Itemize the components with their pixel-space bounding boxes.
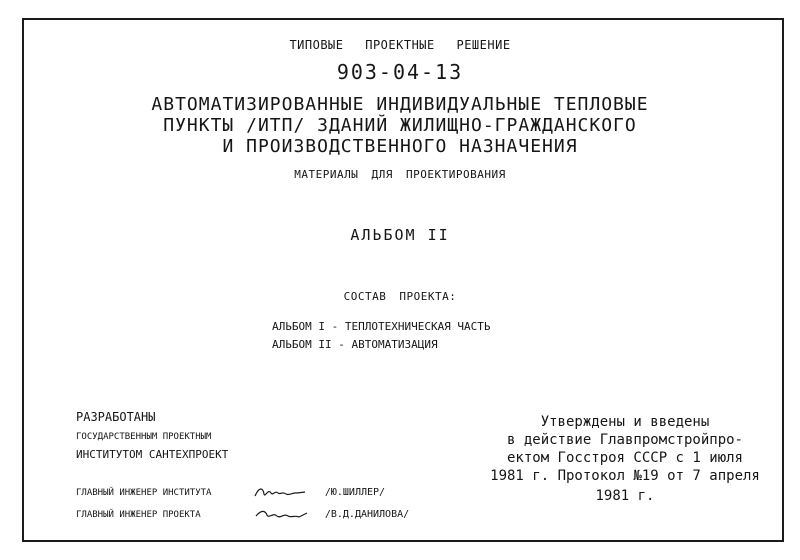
title-line-2: ПУНКТЫ /ИТП/ ЗДАНИЙ ЖИЛИЩНО-ГРАЖДАНСКОГО (163, 115, 637, 136)
approval-line: Утверждены и введены (540, 414, 710, 430)
developer-line: ИНСТИТУТОМ САНТЕХПРОЕКТ (76, 448, 229, 461)
signature-role: ГЛАВНЫЙ ИНЖЕНЕР ИНСТИТУТА (76, 487, 212, 498)
handwritten-signature-icon (253, 506, 315, 522)
developer-line: ГОСУДАРСТВЕННЫМ ПРОЕКТНЫМ (76, 432, 212, 442)
project-code: 903-04-13 (336, 60, 464, 84)
album-label: АЛЬБОМ II (350, 226, 450, 244)
signature-name: /В.Д.ДАНИЛОВА/ (324, 508, 410, 520)
title-line-1: АВТОМАТИЗИРОВАННЫЕ ИНДИВИДУАЛЬНЫЕ ТЕПЛОВЫЕ (151, 94, 649, 115)
signature-row (76, 484, 385, 500)
handwritten-signature-icon (253, 484, 315, 500)
composition-item: АЛЬБОМ I - ТЕПЛОТЕХНИЧЕСКАЯ ЧАСТЬ (272, 320, 491, 333)
developer-heading: РАЗРАБОТАНЫ (76, 410, 156, 424)
title-line-3: И ПРОИЗВОДСТВЕННОГО НАЗНАЧЕНИЯ (222, 136, 578, 157)
approval-line: 1981 г. Протокол №19 от 7 апреля (490, 468, 760, 484)
approval-line: ектом Госстроя СССР с 1 июля (506, 450, 743, 466)
signature-role: ГЛАВНЫЙ ИНЖЕНЕР ПРОЕКТА (76, 509, 201, 520)
signature-row (76, 506, 409, 522)
signature-name: /Ю.ШИЛЛЕР/ (324, 486, 386, 498)
approval-line: 1981 г. (595, 488, 655, 504)
composition-heading: СОСТАВ ПРОЕКТА: (343, 290, 457, 303)
header-line: ТИПОВЫЕ ПРОЕКТНЫЕ РЕШЕНИЕ (289, 38, 511, 52)
subtitle: МАТЕРИАЛЫ ДЛЯ ПРОЕКТИРОВАНИЯ (294, 168, 506, 181)
composition-item: АЛЬБОМ II - АВТОМАТИЗАЦИЯ (272, 338, 438, 351)
approval-line: в действие Главпромстройпро- (506, 432, 743, 448)
